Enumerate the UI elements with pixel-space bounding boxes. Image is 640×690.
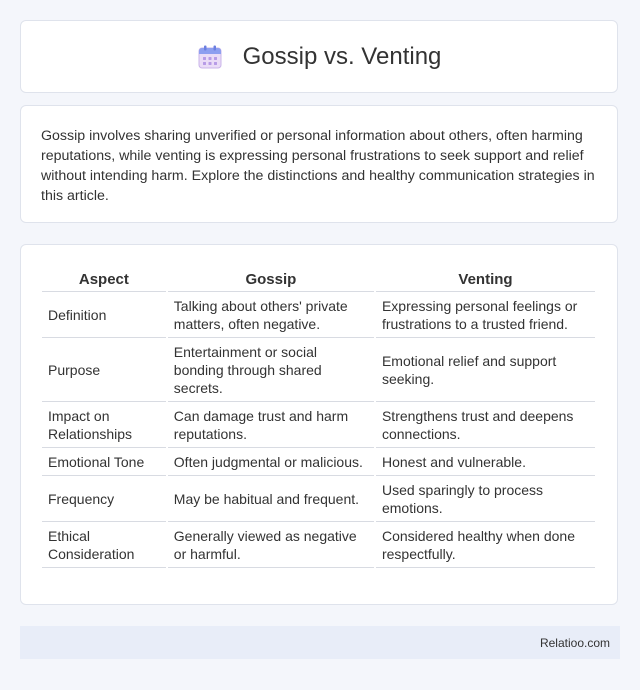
venting-cell: Strengthens trust and deepens connections. — [376, 404, 595, 448]
gossip-cell: Generally viewed as negative or harmful. — [168, 524, 374, 568]
aspect-cell: Definition — [42, 294, 166, 338]
footer-site-link[interactable]: Relatioo.com — [539, 635, 610, 650]
intro-card — [20, 105, 618, 223]
venting-cell: Honest and vulnerable. — [376, 450, 595, 476]
aspect-cell: Emotional Tone — [42, 450, 166, 476]
aspect-cell: Frequency — [42, 478, 166, 522]
aspect-cell: Purpose — [42, 340, 166, 402]
gossip-cell: May be habitual and frequent. — [168, 478, 374, 522]
gossip-cell: Often judgmental or malicious. — [168, 450, 374, 476]
table-row — [42, 450, 595, 476]
header-aspect: Aspect — [42, 267, 166, 292]
aspect-cell: Impact on Relationships — [42, 404, 166, 448]
table-row — [42, 478, 595, 522]
footer — [20, 626, 620, 659]
venting-cell: Expressing personal feelings or frustrations to a trusted friend. — [376, 294, 595, 338]
gossip-cell: Entertainment or social bonding through shared secrets. — [168, 340, 374, 402]
gossip-cell: Can damage trust and harm reputations. — [168, 404, 374, 448]
venting-cell: Emotional relief and support seeking. — [376, 340, 595, 402]
intro-text: Gossip involves sharing unverified or personal information about others, often harming reputations, while venting is expressing personal frustrations to seek support and relief without intending harm. Explore the distinctions and healthy communication strategies in this article. — [41, 128, 595, 204]
venting-cell: Used sparingly to process emotions. — [376, 478, 595, 522]
title-card — [20, 20, 618, 93]
table-row — [42, 524, 595, 568]
comparison-table — [40, 265, 597, 570]
aspect-cell: Ethical Consideration — [42, 524, 166, 568]
table-card — [20, 244, 618, 605]
header-gossip: Gossip — [168, 267, 374, 292]
page-title: Gossip vs. Venting — [242, 42, 442, 70]
table-header-row — [42, 267, 595, 292]
venting-cell: Considered healthy when done respectfully. — [376, 524, 595, 568]
table-row — [42, 404, 595, 448]
header-venting: Venting — [376, 267, 595, 292]
table-row — [42, 340, 595, 402]
table-row — [42, 294, 595, 338]
calendar-icon — [197, 44, 223, 70]
gossip-cell: Talking about others' private matters, often negative. — [168, 294, 374, 338]
